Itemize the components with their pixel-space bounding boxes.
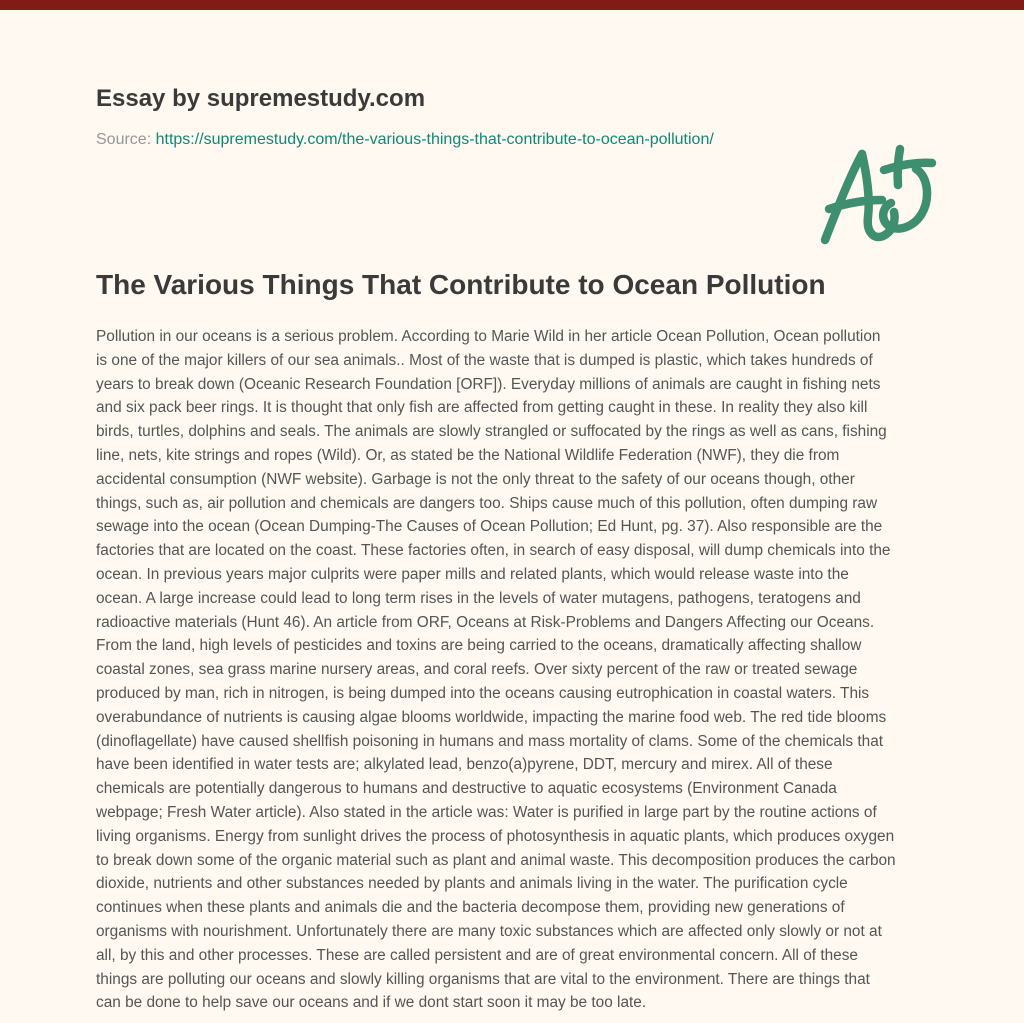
page-header <box>96 84 928 149</box>
essay-line: all, by this and other processes. These are called persistent and are of great environmental concern. All of these <box>96 946 858 964</box>
essay-line: radioactive materials (Hunt 46). An article from ORF, Oceans at Risk-Problems and Dangers Affecting our Oceans. <box>96 613 875 631</box>
essay-line: birds, turtles, dolphins and seals. The animals are slowly strangled or suffocated by the rings as well as cans, fishing <box>96 423 887 441</box>
essay-line: line, nets, kite strings and ropes (Wild). Or, as stated be the National Wildlife Federation (NWF), they die from <box>96 446 840 464</box>
essay-line: chemicals are potentially dangerous to humans and destructive to aquatic ecosystems (Environment Canada <box>96 780 837 798</box>
essay-line: From the land, high levels of pesticides and toxins are being carried to the oceans, dramatically affecting shallow <box>96 637 862 655</box>
essay-line: living organisms. Energy from sunlight drives the process of photosynthesis in aquatic plants, which produces oxygen <box>96 827 895 845</box>
essay-body <box>96 325 928 1023</box>
essay-line: Pollution in our oceans is a serious problem. According to Marie Wild in her article Ocean Pollution, Ocean pollution <box>96 328 881 345</box>
essay-title: The Various Things That Contribute to Ocean Pollution <box>96 269 826 300</box>
essay-line: is one of the major killers of our sea animals.. Most of the waste that is dumped is plastic, which takes hundreds of <box>96 351 873 369</box>
essay-line: sewage into the ocean (Ocean Dumping-The Causes of Ocean Pollution; Ed Hunt, pg. 37). Also responsible are the <box>96 518 883 536</box>
essay-line: have been identified in water tests are; alkylated lead, benzo(a)pyrene, DDT, mercury and mirex. All of these <box>96 756 833 774</box>
essay-line: organisms with nourishment. Unfortunately there are many toxic substances which are affected only slowly or not at <box>96 922 882 940</box>
essay-line: overabundance of nutrients is causing algae blooms worldwide, impacting the marine food web. The red tide blooms <box>96 708 887 726</box>
top-accent-bar <box>0 0 1024 10</box>
essay-line: coastal zones, sea grass marine nursery areas, and coral reefs. Over sixty percent of the raw or treated sewage <box>96 661 858 679</box>
essay-line: and six pack beer rings. It is thought that only fish are affected from getting caught in these. In reality they also kill <box>96 399 868 417</box>
essay-line: years to break down (Oceanic Research Foundation [ORF]). Everyday millions of animals are caught in fishing nets <box>96 375 881 393</box>
essay-line: things are polluting our oceans and slowly killing organisms that are vital to the environment. There are things that <box>96 970 870 988</box>
site-title: Essay by supremestudy.com <box>96 85 426 112</box>
essay-page <box>96 84 928 1023</box>
essay-line: ocean. In previous years major culprits were paper mills and related plants, which would release waste into the <box>96 565 849 583</box>
essay-line: ocean. A large increase could lead to long term rises in the levels of water mutagens, pathogens, teratogens and <box>96 589 861 607</box>
source-label: Source: <box>96 131 152 148</box>
essay-line: continues when these plants and animals die and the bacteria decompose them, providing new generations of <box>96 899 845 917</box>
essay-line: factories that are located on the coast. These factories often, in search of easy disposal, will dump chemicals into the <box>96 542 891 560</box>
a-plus-logo-icon <box>813 142 937 248</box>
essay-line: things, such as, air pollution and chemicals are dangers too. Ships cause much of this pollution, often dumping raw <box>96 494 878 512</box>
essay-line: (dinoflagellate) have caused shellfish poisoning in humans and mass mortality of clams. Some of the chemicals that <box>96 732 884 750</box>
essay-line: accidental consumption (NWF website). Garbage is not the only threat to the safety of our oceans though, other <box>96 470 855 488</box>
source-url-link[interactable]: https://supremestudy.com/the-various-things-that-contribute-to-ocean-pollution/ <box>155 131 714 148</box>
essay-line: can be done to help save our oceans and if we dont start soon it may be too late. <box>96 994 647 1012</box>
essay-line: dioxide, nutrients and other substances needed by plants and animals living in the water. The purification cycle <box>96 875 848 893</box>
essay-line: produced by man, rich in nitrogen, is being dumped into the oceans causing eutrophication in coastal waters. This <box>96 684 870 702</box>
essay-line: webpage; Fresh Water article). Also stated in the article was: Water is purified in large part by the routine actions of <box>96 803 877 821</box>
source-line <box>96 130 928 149</box>
essay-line: to break down some of the organic material such as plant and animal waste. This decomposition produces the carbon <box>96 851 896 869</box>
